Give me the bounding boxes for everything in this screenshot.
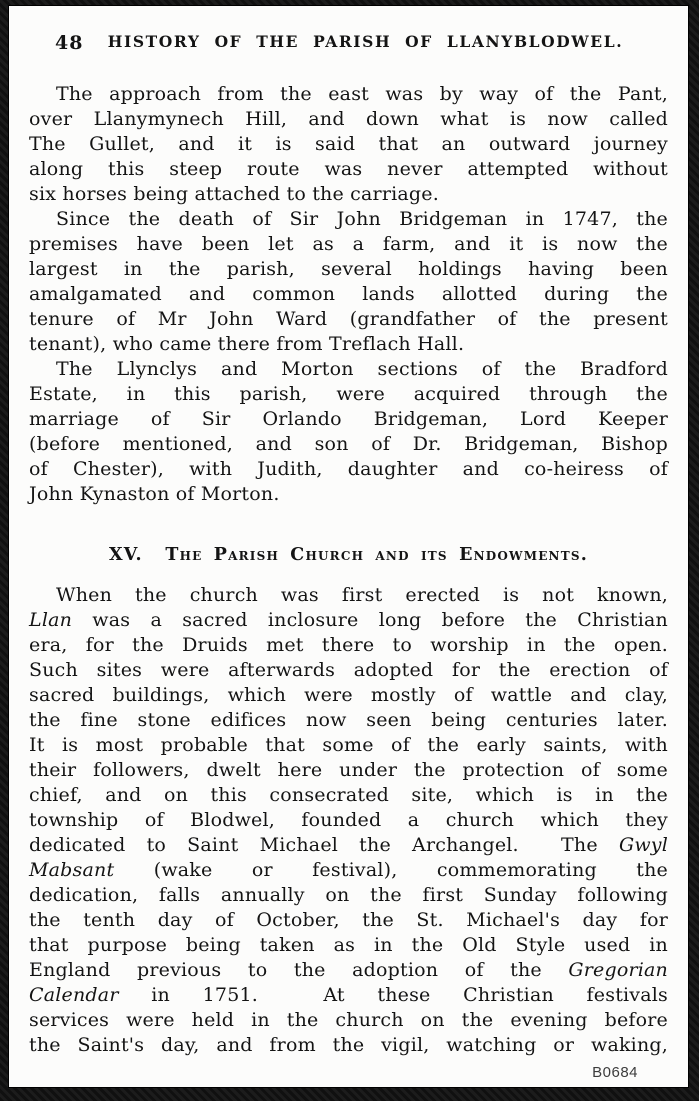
text-line <box>29 708 668 733</box>
text-segment: amalgamated and common lands allotted during the <box>29 283 668 305</box>
text-segment: services were held in the church on the evening before <box>29 1009 668 1031</box>
running-header <box>29 32 668 56</box>
text-line <box>29 783 668 808</box>
text-line <box>29 933 668 958</box>
text-line <box>29 307 668 332</box>
italic-text: Gwyl <box>618 834 668 856</box>
text-segment: Estate, in this parish, were acquired through the <box>29 383 668 405</box>
paragraph <box>29 82 668 207</box>
text-line <box>29 1008 668 1033</box>
text-line <box>29 833 668 858</box>
text-segment: Such sites were afterwards adopted for the erection of <box>29 659 668 681</box>
text-segment: sacred buildings, which were mostly of wattle and clay, <box>29 684 668 706</box>
text-line <box>29 207 668 232</box>
text-line <box>29 382 668 407</box>
text-segment: When the church was first erected is not known, <box>56 584 668 606</box>
text-line <box>29 908 668 933</box>
text-segment: tenure of Mr John Ward (grandfather of the present <box>29 308 668 330</box>
text-line <box>29 232 668 257</box>
text-line <box>29 583 668 608</box>
text-segment: It is most probable that some of the early saints, with <box>29 734 668 756</box>
text-line <box>29 282 668 307</box>
text-segment: premises have been let as a farm, and it is now the <box>29 233 668 255</box>
scanned-page <box>8 5 689 1088</box>
italic-text: Llan <box>29 609 73 631</box>
text-segment: dedication, falls annually on the first Sunday following <box>29 884 668 906</box>
text-segment: chief, and on this consecrated site, which is in the <box>29 784 668 806</box>
text-segment: marriage of Sir Orlando Bridgeman, Lord Keeper <box>29 408 668 430</box>
text-segment: The approach from the east was by way of the Pant, <box>56 83 668 105</box>
text-segment: (wake or festival), commemorating the <box>114 859 668 881</box>
text-line <box>29 758 668 783</box>
text-line <box>29 407 668 432</box>
section-heading: XV. The Parish Church and its Endowments. <box>108 545 589 565</box>
text-segment: the fine stone edifices now seen being centuries later. <box>29 709 668 731</box>
running-title: HISTORY OF THE PARISH OF LLANYBLODWEL. <box>107 32 624 51</box>
scan-stamp: B0684 <box>592 1064 638 1081</box>
text-line <box>29 608 668 633</box>
text-segment: John Kynaston of Morton. <box>29 483 280 505</box>
text-line <box>29 658 668 683</box>
text-segment: tenant), who came there from Treflach Hall. <box>29 333 465 355</box>
text-line <box>29 132 668 157</box>
paragraph <box>29 583 668 1058</box>
text-segment: over Llanymynech Hill, and down what is now called <box>29 108 668 130</box>
text-line <box>29 332 668 357</box>
text-line <box>29 883 668 908</box>
text-segment: dedicated to Saint Michael the Archangel. The <box>29 834 619 856</box>
text-line <box>29 1033 668 1058</box>
text-segment: their followers, dwelt here under the protection of some <box>29 759 668 781</box>
page-number: 48 <box>55 32 84 54</box>
text-segment: England previous to the adoption of the <box>29 959 569 981</box>
text-segment: the tenth day of October, the St. Michael's day for <box>29 909 668 931</box>
text-line <box>29 683 668 708</box>
text-line <box>29 457 668 482</box>
text-line <box>29 482 668 507</box>
italic-text: Mabsant <box>29 859 115 881</box>
text-line <box>29 82 668 107</box>
text-segment: Since the death of Sir John Bridgeman in 1747, the <box>56 208 668 230</box>
body-text <box>29 82 668 1058</box>
text-segment: largest in the parish, several holdings having been <box>29 258 668 280</box>
text-line <box>29 257 668 282</box>
text-segment: that purpose being taken as in the Old Style used in <box>29 934 668 956</box>
text-segment: along this steep route was never attempted without <box>29 158 668 180</box>
text-segment: was a sacred inclosure long before the Christian <box>72 609 668 631</box>
text-segment: The Llynclys and Morton sections of the Bradford <box>56 358 668 380</box>
text-line <box>29 357 668 382</box>
text-segment: township of Blodwel, founded a church which they <box>29 809 668 831</box>
text-line <box>29 808 668 833</box>
text-line <box>29 432 668 457</box>
text-segment: The Gullet, and it is said that an outward journey <box>29 133 668 155</box>
text-line <box>29 983 668 1008</box>
paragraph <box>29 207 668 357</box>
text-segment: the Saint's day, and from the vigil, watching or waking, <box>29 1034 668 1056</box>
text-line <box>29 633 668 658</box>
text-line <box>29 107 668 132</box>
italic-text: Gregorian <box>568 959 668 981</box>
text-line <box>29 958 668 983</box>
text-segment: era, for the Druids met there to worship in the open. <box>29 634 668 656</box>
text-line <box>29 157 668 182</box>
text-segment: six horses being attached to the carriage. <box>29 183 439 205</box>
paragraph <box>29 357 668 507</box>
italic-text: Calendar <box>29 984 119 1006</box>
text-segment: (before mentioned, and son of Dr. Bridgeman, Bishop <box>29 433 668 455</box>
text-line <box>29 733 668 758</box>
text-segment: in 1751. At these Christian festivals <box>118 984 668 1006</box>
text-line <box>29 858 668 883</box>
text-line <box>29 182 668 207</box>
text-segment: of Chester), with Judith, daughter and co-heiress of <box>29 458 668 480</box>
